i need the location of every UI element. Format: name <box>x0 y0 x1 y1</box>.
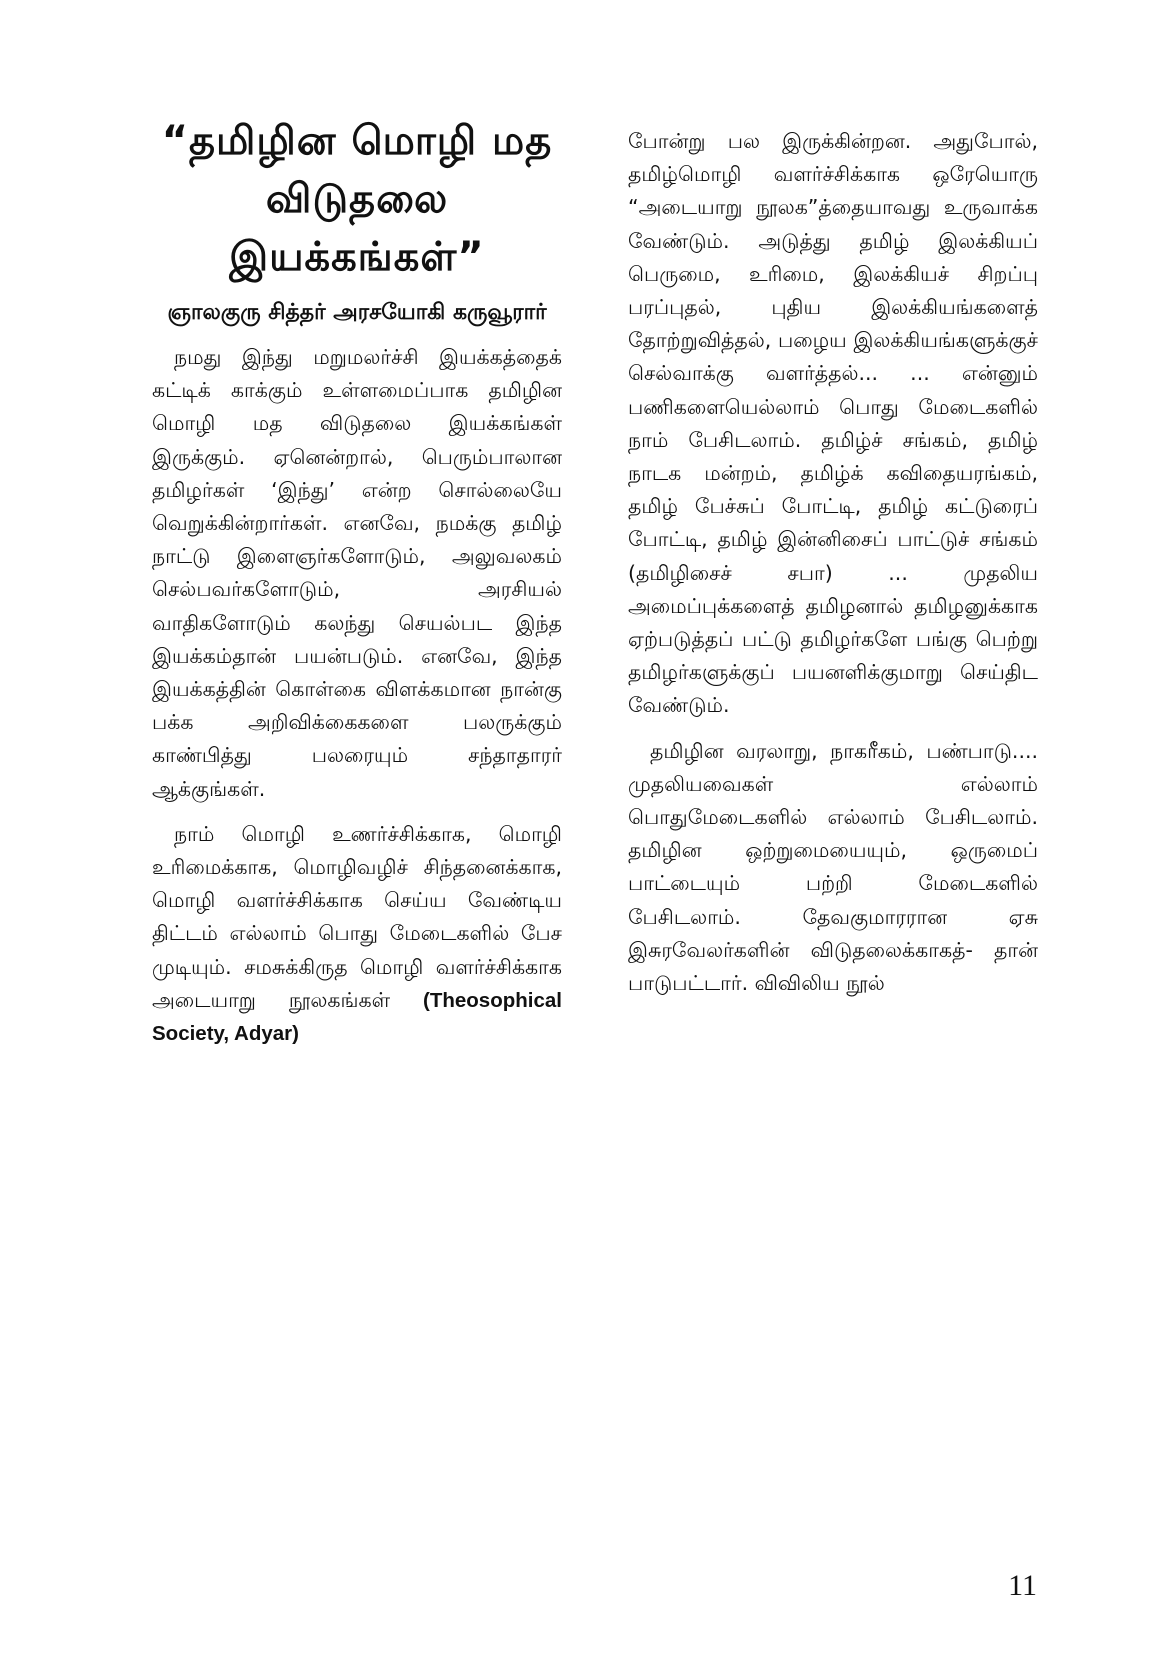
right-paragraph-2: தமிழின வரலாறு, நாகரீகம், பண்பாடு.... முதலியவைகள் எல்லாம் பொதுமேடைகளில் எல்லாம் பேசிடலாம். தமிழின ஒற்றுமையையும், ஒருமைப் பாட்டையும் பற்றி மேடைகளில் பேசிடலாம். தேவகுமாரரான ஏசு இசுரவேலர்களின் விடுதலைக்காகத்- தான் பாடுபட்டார். விவிலிய நூல் <box>628 738 1038 996</box>
page-number: 11 <box>1008 1569 1037 1602</box>
right-paragraph-1: போன்று பல இருக்கின்றன. அதுபோல், தமிழ்மொழி வளர்ச்சிக்காக ஒரேயொரு “அடையாறு நூலக”த்தையாவது உருவாக்க வேண்டும். அடுத்து தமிழ் இலக்கியப் பெருமை, உரிமை, இலக்கியச் சிறப்பு பரப்புதல், புதிய இலக்கியங்களைத் தோற்றுவித்தல், பழைய இலக்கியங்களுக்குச் செல்வாக்கு வளர்த்தல்... ... என்னும் பணிகளையெல்லாம் பொது மேடைகளில் நாம் பேசிடலாம். தமிழ்ச் சங்கம், தமிழ் நாடக மன்றம், தமிழ்க் கவிதையரங்கம், தமிழ் பேச்சுப் போட்டி, தமிழ் கட்டுரைப் போட்டி, தமிழ் இன்னிசைப் பாட்டுச் சங்கம் (தமிழிசைச் சபா) ... முதலிய அமைப்புக்களைத் தமிழனால் தமிழனுக்காக ஏற்படுத்தப் பட்டு தமிழர்களே பங்கு பெற்று தமிழர்களுக்குப் பயனளிக்குமாறு செய்திட வேண்டும். <box>628 129 1038 718</box>
article-title: “தமிழின மொழி மத விடுதலை இயக்கங்கள்” <box>161 118 553 280</box>
right-column <box>628 125 1038 1012</box>
left-column <box>152 112 562 1062</box>
left-paragraph-1: நமது இந்து மறுமலர்ச்சி இயக்கத்தைக் கட்டிக் காக்கும் உள்ளமைப்பாக தமிழின மொழி மத விடுதலை இயக்கங்கள் இருக்கும். ஏனென்றால், பெரும்பாலான தமிழர்கள் ‘இந்து’ என்ற சொல்லையே வெறுக்கின்றார்கள். எனவே, நமக்கு தமிழ் நாட்டு இளைஞர்களோடும், அலுவலகம் செல்பவர்களோடும், அரசியல் வாதிகளோடும் கலந்து செயல்பட இந்த இயக்கம்தான் பயன்படும். எனவே, இந்த இயக்கத்தின் கொள்கை விளக்கமான நான்கு பக்க அறிவிக்கைகளை பலருக்கும் காண்பித்து பலரையும் சந்தாதாரர் ஆக்குங்கள். <box>152 345 562 801</box>
article-author: ஞாலகுரு சித்தர் அரசயோகி கருவூரார் <box>167 300 547 325</box>
left-paragraph-2 <box>152 818 562 1050</box>
left-paragraph-2-english: (Theosophical Society, Adyar) <box>152 988 562 1046</box>
left-paragraph-2-text: நாம் மொழி உணர்ச்சிக்காக, மொழி உரிமைக்காக, மொழிவழிச் சிந்தனைக்காக, மொழி வளர்ச்சிக்காக செய்ய வேண்டிய திட்டம் எல்லாம் பொது மேடைகளில் பேச முடியும். சமசுக்கிருத மொழி வளர்ச்சிக்காக அடையாறு நூலகங்கள் <box>152 821 562 1012</box>
